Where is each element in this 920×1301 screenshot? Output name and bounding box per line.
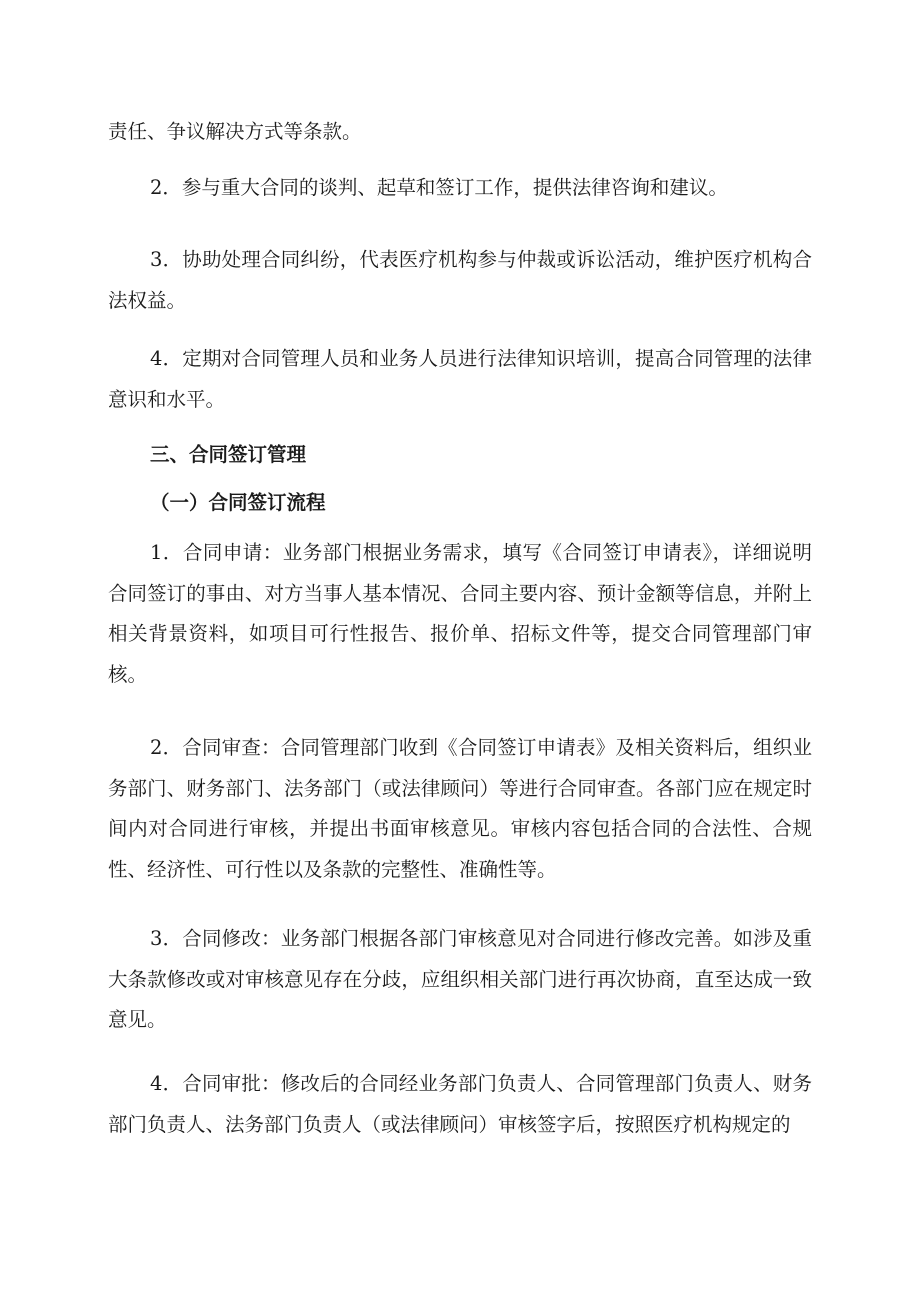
paragraph-continuation: 责任、争议解决方式等条款。 (108, 120, 362, 143)
paragraph-item-3: 3．协助处理合同纠纷，代表医疗机构参与仲裁或诉讼活动，维护医疗机构合法权益。 (108, 248, 812, 312)
paragraph-contract-application: 1．合同申请：业务部门根据业务需求，填写《合同签订申请表》，详细说明合同签订的事由、对方当事人基本情况、合同主要内容、预计金额等信息，并附上相关背景资料，如项目可行性报告、报价单、招标文件等，提交合同管理部门审核。 (108, 541, 812, 686)
paragraph-contract-review: 2．合同审查：合同管理部门收到《合同签订申请表》及相关资料后，组织业务部门、财务部门、法务部门（或法律顾问）等进行合同审查。各部门应在规定时间内对合同进行审核，并提出书面审核意见。审核内容包括合同的合法性、合规性、经济性、可行性以及条款的完整性、准确性等。 (108, 736, 812, 881)
section-heading: 三、合同签订管理 (150, 443, 307, 466)
paragraph-item-2: 2．参与重大合同的谈判、起草和签订工作，提供法律咨询和建议。 (150, 176, 728, 199)
paragraph-contract-approval: 4．合同审批：修改后的合同经业务部门负责人、合同管理部门负责人、财务部门负责人、法务部门负责人（或法律顾问）审核签字后，按照医疗机构规定的 (108, 1072, 812, 1136)
paragraph-item-4: 4．定期对合同管理人员和业务人员进行法律知识培训，提高合同管理的法律意识和水平。 (108, 347, 812, 411)
subsection-heading: （一）合同签订流程 (150, 491, 326, 514)
paragraph-contract-revision: 3．合同修改：业务部门根据各部门审核意见对合同进行修改完善。如涉及重大条款修改或对审核意见存在分歧，应组织相关部门进行再次协商，直至达成一致意见。 (108, 927, 812, 1031)
